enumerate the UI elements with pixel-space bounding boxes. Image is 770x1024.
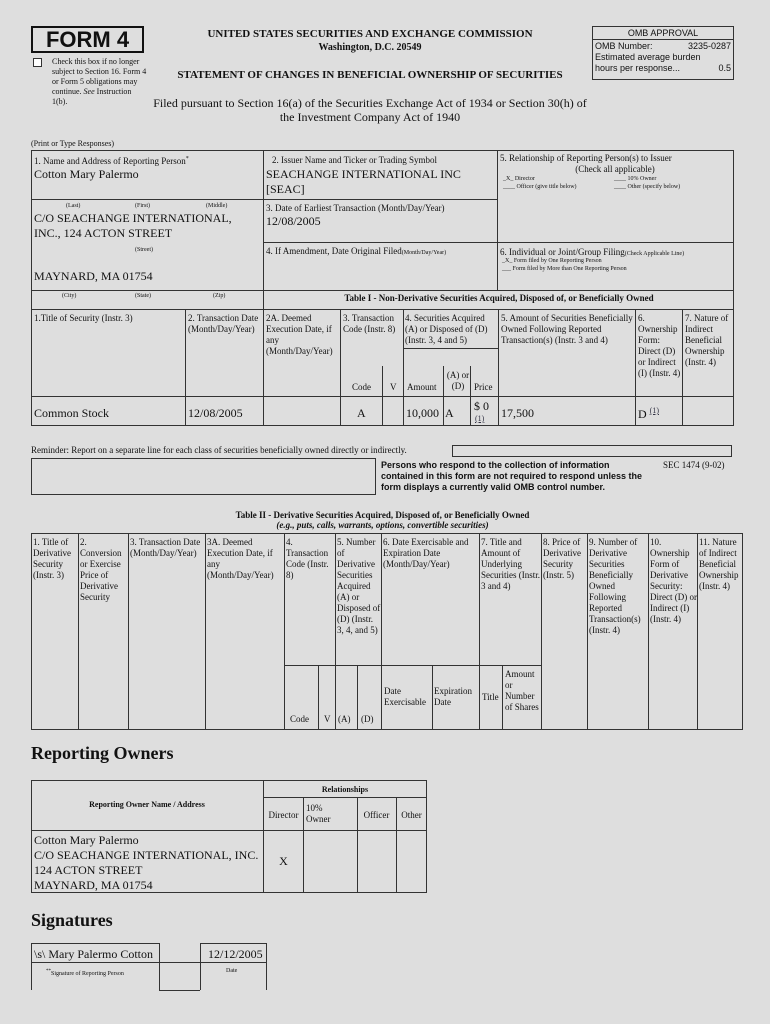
t1-row-aord: A (445, 406, 454, 420)
table2-subtitle: (e.g., puts, calls, warrants, options, convertible securities) (276, 520, 489, 530)
owner-name-header: Reporting Owner Name / Address (89, 800, 205, 809)
t1-row-form-footnote[interactable]: (1) (649, 406, 659, 415)
no-longer-subject-checkbox[interactable] (33, 58, 42, 67)
reporting-person-name: Cotton Mary Palermo (34, 167, 139, 181)
director-option: _X_ Director (503, 176, 535, 182)
agency-name: UNITED STATES SECURITIES AND EXCHANGE COMMISSION (207, 28, 533, 40)
t1-h2: 2. Transaction Date (Month/Day/Year) (188, 313, 259, 334)
zip-label: (Zip) (213, 293, 226, 299)
middle-label: (Middle) (206, 203, 228, 209)
t1-sub-v: V (390, 382, 397, 392)
t2-h6: 6. Date Exercisable and Expiration Date (Month/Day/Year) (383, 537, 469, 569)
t2-h3: 3. Transaction Date (Month/Day/Year) (130, 537, 201, 558)
t2-sub-amount: Amount or Number of Shares (505, 669, 539, 712)
t2-sub-a: (A) (338, 714, 351, 724)
box2-label: 2. Issuer Name and Ticker or Trading Symbol (272, 155, 437, 165)
box5-sub: (Check all applicable) (575, 164, 655, 174)
signature-value: \s\ Mary Palermo Cotton (34, 947, 153, 961)
omb-number-label: OMB Number: (595, 41, 653, 51)
persons-notice: Persons who respond to the collection of information contained in this form are not required to respond unless the form displays a currently valid OMB control number. (381, 460, 643, 492)
t1-h7: 7. Nature of Indirect Beneficial Ownership (Instr. 4) (685, 313, 729, 367)
t2-h7: 7. Title and Amount of Underlying Securities (Instr. 3 and 4) (481, 537, 540, 591)
agency-city: Washington, D.C. 20549 (318, 42, 422, 53)
t1-h6: 6. Ownership Form: Direct (D) or Indirect (I) (Instr. 4) (638, 313, 681, 378)
t2-sub-title: Title (482, 692, 499, 702)
t1-sub-amount: Amount (407, 382, 437, 392)
t2-h2: 2. Conversion or Exercise Price of Derivative Security (80, 537, 122, 602)
filed-pursuant-line1: Filed pursuant to Section 16(a) of the Securities Exchange Act of 1934 or Section 30(h) of (153, 96, 587, 110)
t1-h2a: 2A. Deemed Execution Date, if any (Month/Day/Year) (266, 313, 333, 356)
owner-name-address: Cotton Mary Palermo C/O SEACHANGE INTERNATIONAL, INC. 124 ACTON STREET MAYNARD, MA 01754 (34, 833, 259, 892)
t2-sub-d: (D) (361, 714, 374, 724)
reminder-text: Reminder: Report on a separate line for each class of securities beneficially owned directly or indirectly. (31, 445, 407, 455)
t1-h3: 3. Transaction Code (Instr. 8) (343, 313, 396, 334)
t2-h3a: 3A. Deemed Execution Date, if any (Month/Day/Year) (207, 537, 274, 580)
t1-sub-code: Code (352, 382, 371, 392)
reporting-owners-heading: Reporting Owners (31, 743, 174, 763)
city-state-zip: MAYNARD, MA 01754 (34, 269, 153, 283)
statement-title: STATEMENT OF CHANGES IN BENEFICIAL OWNERSHIP OF SECURITIES (177, 69, 563, 81)
sec-number: SEC 1474 (9-02) (663, 460, 725, 470)
col-director: Director (268, 810, 299, 820)
t1-row-price: $ 0 (474, 399, 489, 413)
address-line2: INC., 124 ACTON STREET (34, 226, 173, 240)
t2-sub-code: Code (290, 714, 309, 724)
checkbox-text: Check this box if no longer subject to Section 16. Form 4 or Form 5 obligations may continue. See Instruction 1(b). (52, 57, 147, 106)
box4-label: 4. If Amendment, Date Original Filed(Month/Day/Year) (266, 246, 447, 256)
t1-sub-aord: (A) or (D) (446, 370, 470, 391)
date-label: Date (226, 968, 238, 974)
signatures-heading: Signatures (31, 910, 113, 930)
col-other: Other (401, 810, 422, 820)
box5-label: 5. Relationship of Reporting Person(s) to Issuer (500, 153, 672, 163)
first-label: (First) (135, 203, 150, 209)
t2-h9: 9. Number of Derivative Securities Beneficially Owned Following Reported Transaction(s) (Instr. 4) (589, 537, 641, 635)
last-label: (Last) (66, 203, 81, 209)
issuer-ticker: [SEAC] (266, 182, 305, 196)
form-title-box (31, 26, 144, 53)
filing-option-2: ___ Form filed by More than One Reporting Person (502, 266, 627, 272)
form-title: FORM 4 (45, 27, 130, 52)
t1-h1: 1.Title of Security (Instr. 3) (34, 313, 133, 323)
t2-h11: 11. Nature of Indirect Beneficial Ownership (Instr. 4) (699, 537, 739, 591)
table1-title: Table I - Non-Derivative Securities Acquired, Disposed of, or Beneficially Owned (344, 293, 654, 303)
col-officer: Officer (363, 810, 390, 820)
t1-h5: 5. Amount of Securities Beneficially Owned Following Reported Transaction(s) (Instr. 3 and 4) (501, 313, 633, 345)
omb-burden: Estimated average burden (595, 52, 701, 62)
director-mark: X (279, 854, 288, 868)
box3-label: 3. Date of Earliest Transaction (Month/Day/Year) (266, 203, 445, 213)
t1-row-date: 12/08/2005 (188, 406, 243, 420)
officer-option: ____ Officer (give title below) (503, 184, 577, 190)
t1-row-title: Common Stock (34, 406, 110, 420)
t2-h5: 5. Number of Derivative Securities Acquired (A) or Disposed of (D) (Instr. 3, 4, and 5) (337, 537, 381, 635)
box6-label: 6. Individual or Joint/Group Filing(Check Applicable Line) (500, 247, 685, 257)
t1-sub-price: Price (474, 382, 493, 392)
reminder-blank-box (31, 458, 376, 495)
address-line1: C/O SEACHANGE INTERNATIONAL, (34, 211, 232, 225)
t1-row-code: A (357, 406, 366, 420)
t2-h8: 8. Price of Derivative Security (Instr. 5) (543, 537, 581, 580)
t1-row-price-footnote[interactable]: (1) (475, 414, 485, 423)
t2-sub-exercisable: Date Exercisable (384, 686, 426, 707)
relationships-header: Relationships (321, 785, 369, 794)
omb-number: 3235-0287 (687, 41, 731, 51)
earliest-transaction-date: 12/08/2005 (266, 214, 321, 228)
street-label: (Street) (135, 247, 153, 253)
t1-row-form: D $^{(1)}$ (638, 406, 659, 421)
filing-option-1: _X_ Form filed by One Reporting Person (502, 258, 602, 264)
t1-row-amount: 10,000 (406, 406, 439, 420)
col-owner10: 10% Owner (306, 803, 331, 824)
signature-date: 12/12/2005 (208, 947, 263, 961)
omb-title: OMB APPROVAL (593, 27, 733, 40)
omb-hours-label: hours per response... (595, 63, 681, 73)
table2-title: Table II - Derivative Securities Acquired, Disposed of, or Beneficially Owned (235, 510, 530, 520)
t1-row-owned: 17,500 (501, 406, 534, 420)
print-type-note: (Print or Type Responses) (31, 139, 115, 148)
t1-h4: 4. Securities Acquired (A) or Disposed of (D) (Instr. 3, 4 and 5) (405, 313, 488, 345)
city-label: (City) (62, 293, 77, 299)
issuer-name: SEACHANGE INTERNATIONAL INC (266, 167, 461, 181)
state-label: (State) (135, 293, 151, 299)
t2-h4: 4. Transaction Code (Instr. 8) (286, 537, 329, 580)
omb-approval-box (592, 26, 734, 80)
filed-pursuant-line2: the Investment Company Act of 1940 (279, 110, 461, 124)
omb-hours: 0.5 (718, 63, 731, 73)
t2-h10: 10. Ownership Form of Derivative Security: Direct (D) or Indirect (I) (Instr. 4) (650, 537, 697, 624)
box1-label: 1. Name and Address of Reporting Person* (34, 156, 189, 166)
t2-sub-v: V (324, 714, 331, 724)
t2-sub-expiration: Expiration Date (434, 686, 472, 707)
other-option: ____ Other (specify below) (614, 184, 681, 190)
owner10-option: ____ 10% Owner (614, 176, 657, 182)
t2-h1: 1. Title of Derivative Security (Instr. 3) (33, 537, 71, 580)
signature-label: **Signature of Reporting Person (46, 969, 124, 977)
